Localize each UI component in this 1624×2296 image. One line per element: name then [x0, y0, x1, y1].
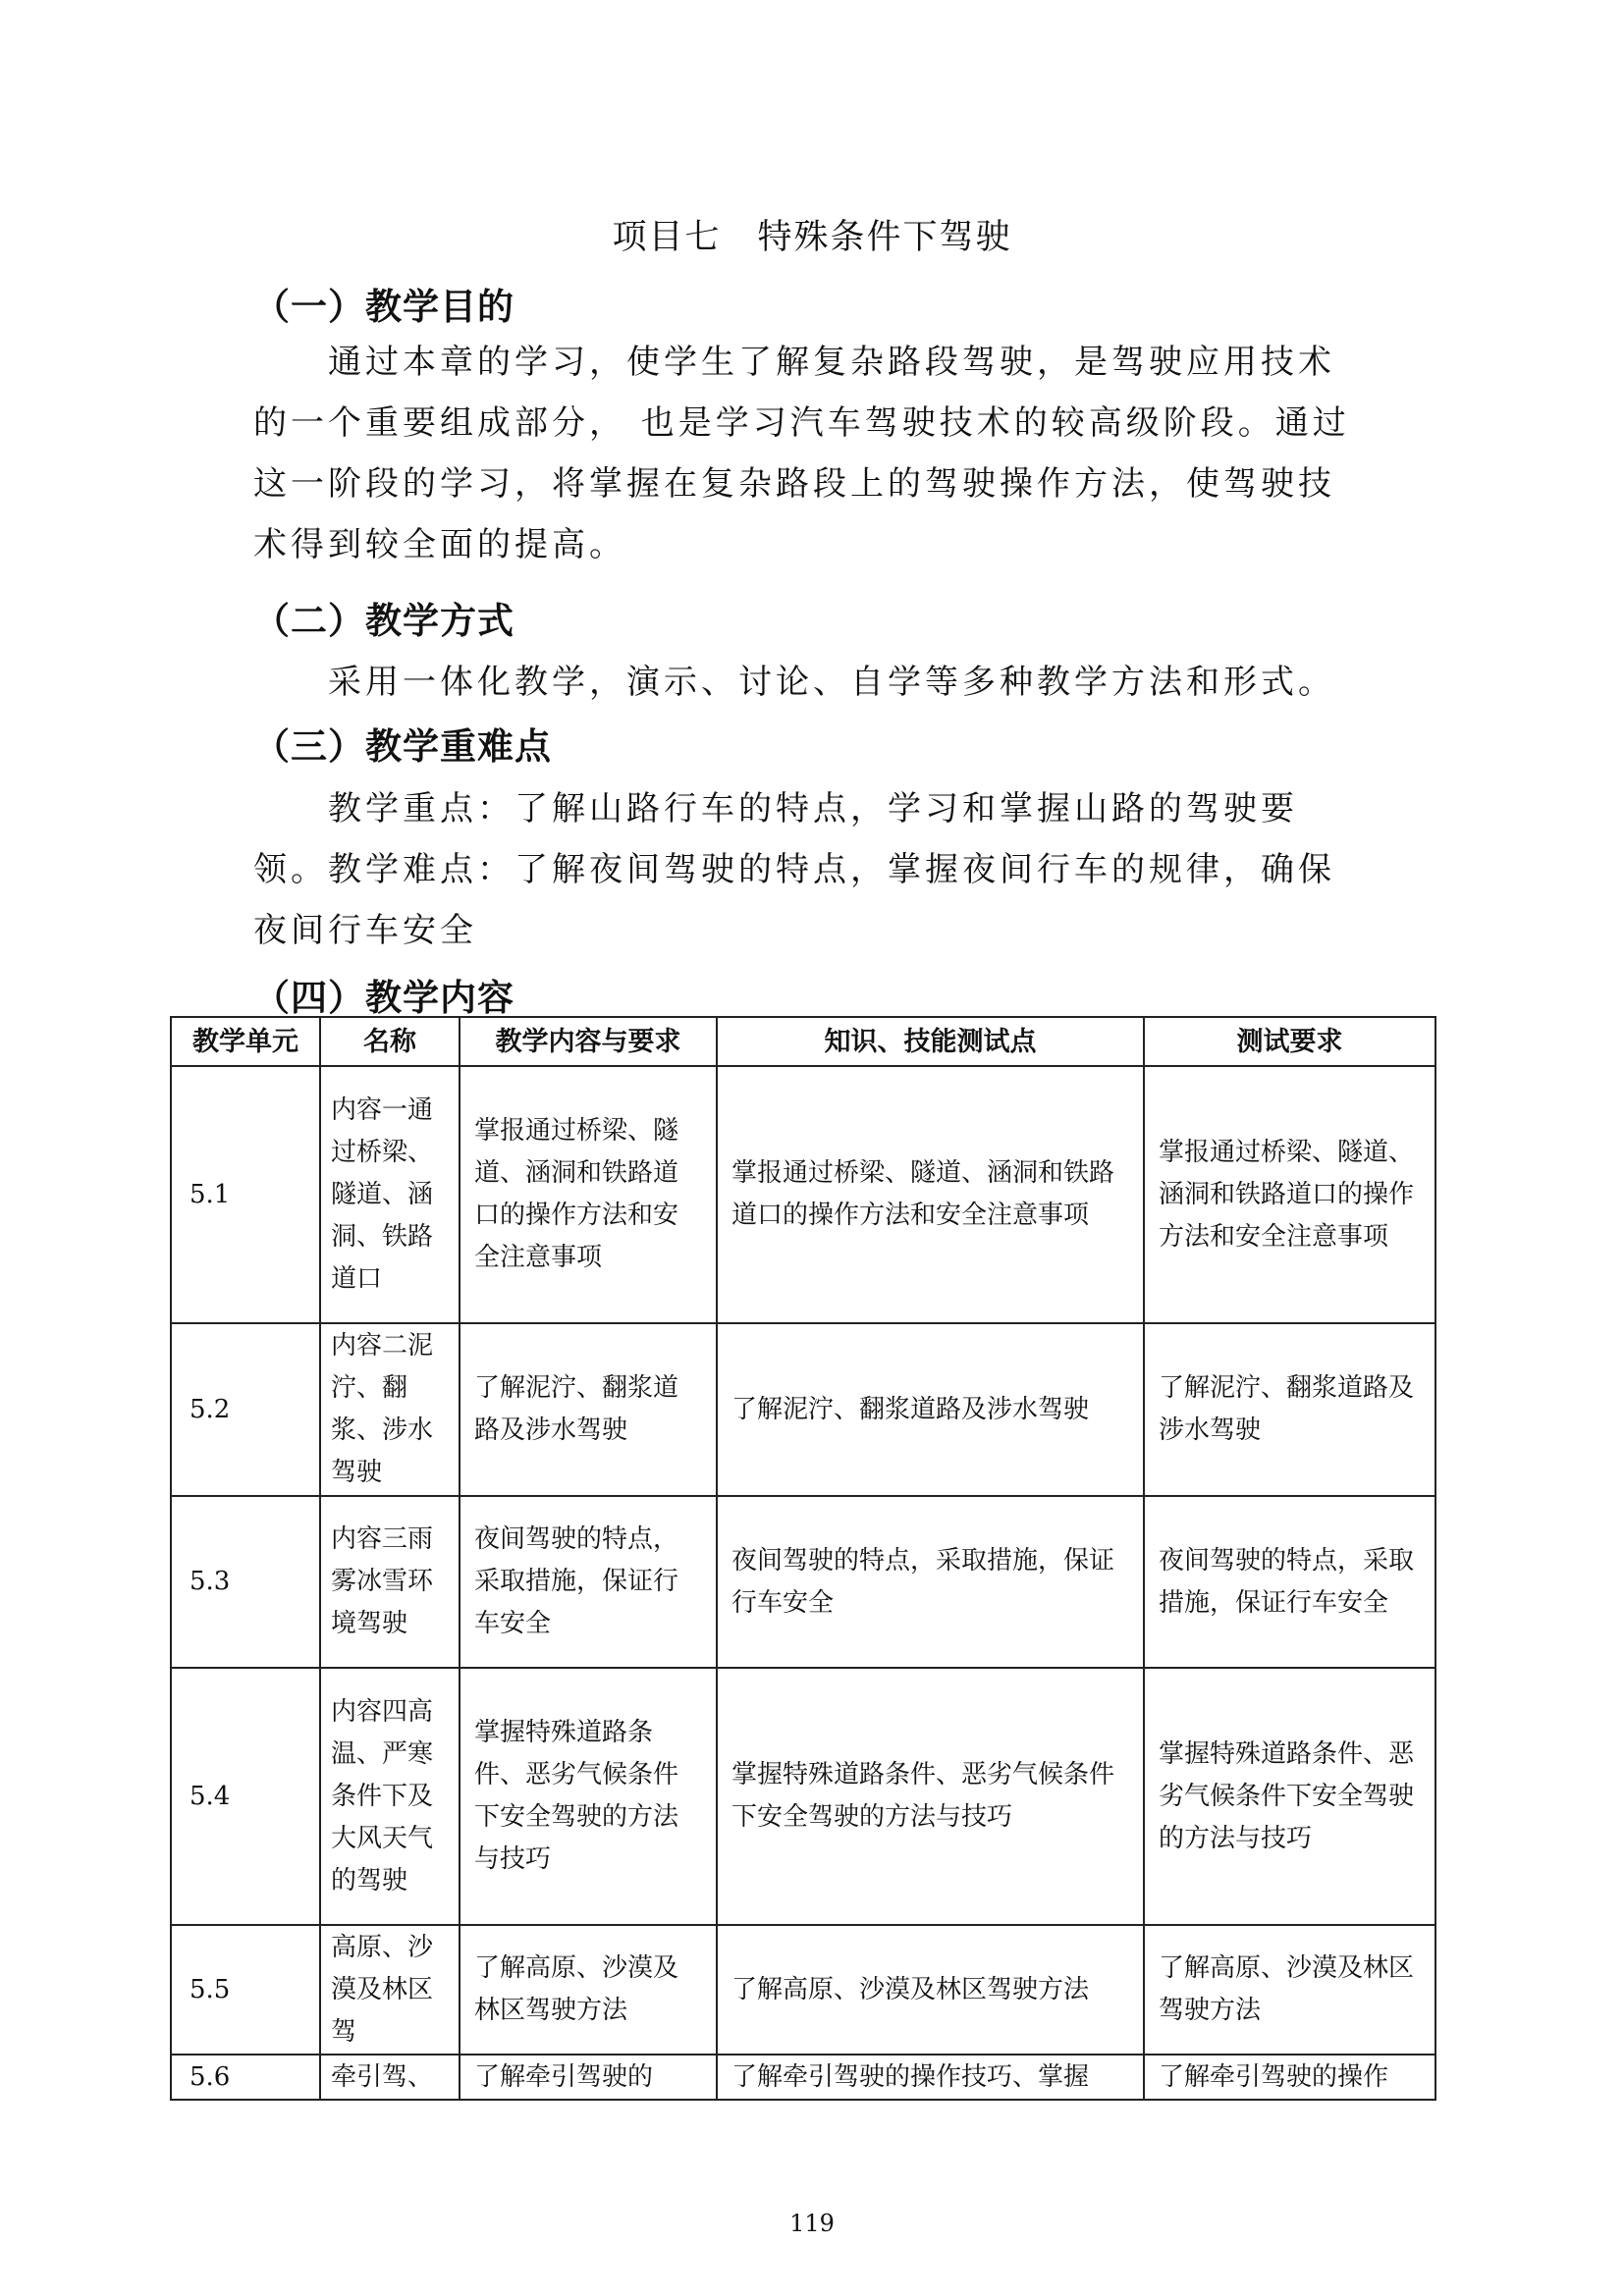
cell-test-points: 夜间驾驶的特点，采取措施，保证行车安全 [717, 1496, 1144, 1668]
page-title: 项目七 特殊条件下驾驶 [612, 218, 1012, 257]
table-row [171, 1066, 1435, 1323]
cell-requirements: 了解高原、沙漠及林区驾驶方法 [1144, 1925, 1435, 2055]
table-row [171, 1323, 1435, 1496]
cell-name: 内容二泥泞、翻浆、涉水驾驶 [320, 1323, 460, 1496]
header-unit: 教学单元 [171, 1017, 320, 1066]
section-heading-content: （四）教学内容 [253, 977, 514, 1019]
cell-unit: 5.4 [171, 1668, 320, 1925]
cell-name: 内容一通过桥梁、隧道、涵洞、铁路道口 [320, 1066, 460, 1323]
cell-name: 高原、沙漠及林区驾 [320, 1925, 460, 2055]
page-number: 119 [789, 2210, 835, 2237]
header-test-points: 知识、技能测试点 [717, 1017, 1144, 1066]
key-point-paragraph: 教学重点：了解山路行车的特点，学习和掌握山路的驾驶要领。 [253, 789, 1298, 889]
header-name: 名称 [320, 1017, 460, 1066]
cell-requirements: 夜间驾驶的特点，采取措施，保证行车安全 [1144, 1496, 1435, 1668]
table-row [171, 2055, 1435, 2100]
header-requirements: 测试要求 [1144, 1017, 1435, 1066]
section-heading-method: （二）教学方式 [253, 600, 514, 642]
difficulty-paragraph: 教学难点：了解夜间驾驶的特点，掌握夜间行车的规律，确保夜间行车安全 [253, 850, 1335, 950]
cell-test-points: 掌握特殊道路条件、恶劣气候条件下安全驾驶的方法与技巧 [717, 1668, 1144, 1925]
cell-content: 夜间驾驶的特点，采取措施，保证行车安全 [460, 1496, 717, 1668]
cell-content: 掌报通过桥梁、隧道、涵洞和铁路道口的操作方法和安全注意事项 [460, 1066, 717, 1323]
cell-test-points: 了解牵引驾驶的操作技巧、掌握 [717, 2055, 1144, 2100]
cell-unit: 5.1 [171, 1066, 320, 1323]
content-table-wrapper [170, 1016, 1436, 2101]
cell-name: 牵引驾、 [320, 2055, 460, 2100]
cell-requirements: 掌握特殊道路条件、恶劣气候条件下安全驾驶的方法与技巧 [1144, 1668, 1435, 1925]
cell-content: 掌握特殊道路条件、恶劣气候条件下安全驾驶的方法与技巧 [460, 1668, 717, 1925]
cell-test-points: 了解高原、沙漠及林区驾驶方法 [717, 1925, 1144, 2055]
cell-requirements: 掌报通过桥梁、隧道、涵洞和铁路道口的操作方法和安全注意事项 [1144, 1066, 1435, 1323]
cell-unit: 5.3 [171, 1496, 320, 1668]
cell-test-points: 掌报通过桥梁、隧道、涵洞和铁路道口的操作方法和安全注意事项 [717, 1066, 1144, 1323]
table-header-row [171, 1017, 1435, 1066]
cell-requirements: 了解泥泞、翻浆道路及涉水驾驶 [1144, 1323, 1435, 1496]
table-row [171, 1496, 1435, 1668]
cell-name: 内容三雨雾冰雪环境驾驶 [320, 1496, 460, 1668]
cell-content: 了解泥泞、翻浆道路及涉水驾驶 [460, 1323, 717, 1496]
section-heading-key-points: （三）教学重难点 [253, 725, 552, 768]
objective-paragraph: 通过本章的学习，使学生了解复杂路段驾驶，是驾驶应用技术的一个重要组成部分， 也是学习汽车驾驶技术的较高级阶段。通过这一阶段的学习，将掌握在复杂路段上的驾驶操作方法，使驾驶技术得到较全面的提高。 [253, 343, 1350, 564]
cell-name: 内容四高温、严寒条件下及大风天气的驾驶 [320, 1668, 460, 1925]
table-row [171, 1668, 1435, 1925]
cell-unit: 5.5 [171, 1925, 320, 2055]
cell-test-points: 了解泥泞、翻浆道路及涉水驾驶 [717, 1323, 1144, 1496]
cell-unit: 5.6 [171, 2055, 320, 2100]
header-content: 教学内容与要求 [460, 1017, 717, 1066]
content-table [170, 1016, 1436, 2101]
section-heading-objective: （一）教学目的 [253, 286, 514, 328]
table-row [171, 1925, 1435, 2055]
cell-requirements: 了解牵引驾驶的操作 [1144, 2055, 1435, 2100]
cell-unit: 5.2 [171, 1323, 320, 1496]
cell-content: 了解高原、沙漠及林区驾驶方法 [460, 1925, 717, 2055]
cell-content: 了解牵引驾驶的 [460, 2055, 717, 2100]
method-paragraph: 采用一体化教学，演示、讨论、自学等多种教学方法和形式。 [328, 663, 1335, 702]
